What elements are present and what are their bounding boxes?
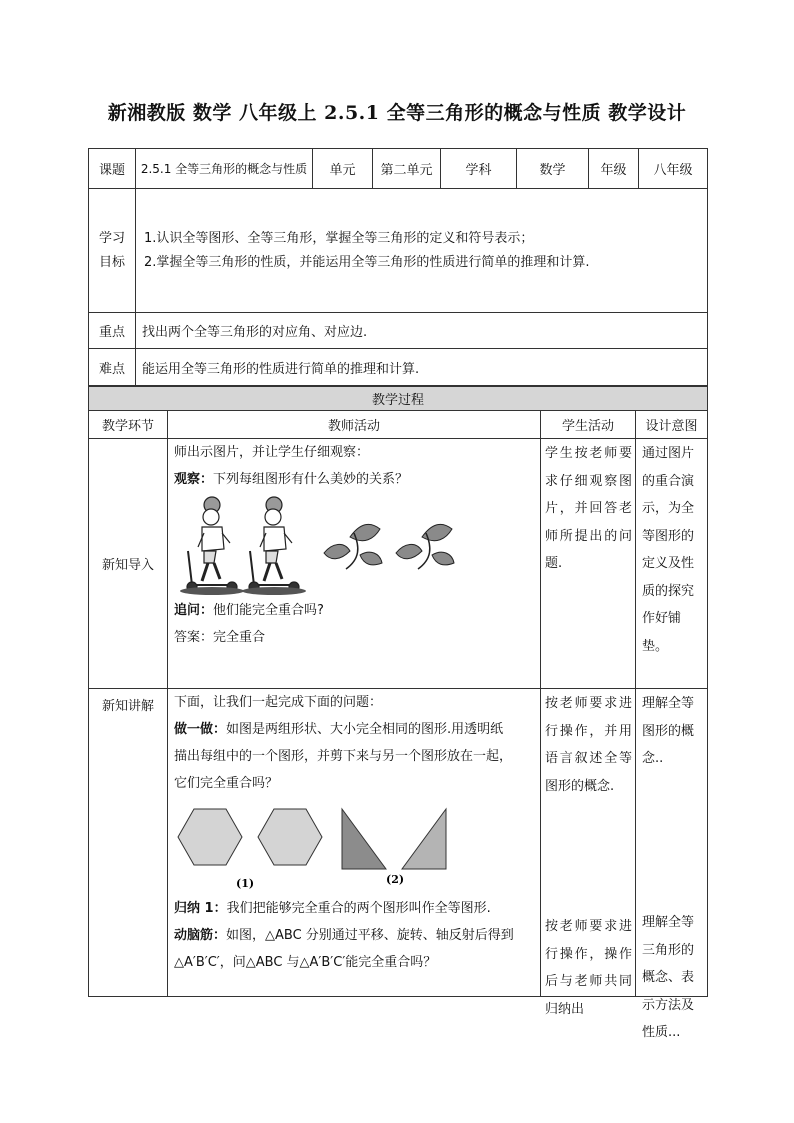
do-text-3: 它们完全重合吗？ <box>174 776 279 791</box>
lecture-do <box>174 716 534 743</box>
observe-text: 下列每组图形有什么美妙的关系？ <box>213 472 409 487</box>
observe-keyword: 观察： <box>174 472 214 487</box>
difficulty-row <box>89 349 708 386</box>
objective-line-2: 2.掌握全等三角形的性质，并能运用全等三角形的性质进行简单的推理和计算. <box>144 254 590 270</box>
hexagon-shape-1 <box>178 809 242 865</box>
document-title: 新湘教版 数学 八年级上 2.5.1 全等三角形的概念与性质 教学设计 <box>107 102 687 124</box>
col-student: 学生活动 <box>541 411 636 439</box>
topic-value: 2.5.1 全等三角形的概念与性质 <box>136 149 313 189</box>
do-keyword: 做一做： <box>174 722 227 737</box>
do-text-2: 描出每组中的一个图形，并剪下来与另一个图形放在一起， <box>174 749 513 764</box>
scooter-kid-image-2 <box>242 497 306 595</box>
intro-design: 通过图片的重合演示，为全等图形的定义及性质的探究作好铺垫。 <box>636 439 708 689</box>
key-point-text: 找出两个全等三角形的对应角、对应边. <box>136 313 708 349</box>
objectives-row <box>89 189 708 313</box>
grade-label: 年级 <box>589 149 639 189</box>
triangle-shape-1 <box>342 809 386 869</box>
lecture-design-2: 理解全等三角形的概念、表示方法及性质... <box>642 915 695 1040</box>
intro-observe <box>174 466 534 493</box>
hexagon-shape-2 <box>258 809 322 865</box>
grade-value: 八年级 <box>639 149 708 189</box>
leaf-image-1 <box>324 524 382 569</box>
header-row <box>89 149 708 189</box>
lecture-student-2: 按老师要求进行操作，操作后与老师共同归纳出 <box>545 919 632 1017</box>
intro-stage: 新知导入 <box>89 439 168 689</box>
process-banner: 教学过程 <box>89 387 708 411</box>
key-point-row <box>89 313 708 349</box>
objective-line-1: 1.认识全等图形、全等三角形，掌握全等三角形的定义和符号表示； <box>144 230 534 246</box>
col-stage: 教学环节 <box>89 411 168 439</box>
brain-text-2: △A′B′C′，问△ABC 与△A′B′C′能完全重合吗？ <box>174 955 437 970</box>
leaf-image-2 <box>396 524 454 569</box>
subject-value: 数学 <box>517 149 589 189</box>
unit-label: 单元 <box>313 149 373 189</box>
process-header-row <box>89 411 708 439</box>
col-teacher: 教师活动 <box>168 411 541 439</box>
lecture-row <box>89 689 708 997</box>
scooter-kid-image-1 <box>180 497 244 595</box>
lecture-brain <box>174 922 534 949</box>
unit-value: 第二单元 <box>373 149 441 189</box>
lecture-summary <box>174 895 534 922</box>
triangle-shape-2 <box>402 809 446 869</box>
difficulty-label: 难点 <box>89 349 136 386</box>
brain-text-1: 如图，△ABC 分别通过平移、旋转、轴反射后得到 <box>226 928 514 943</box>
teaching-process-table <box>88 386 708 1040</box>
intro-ask <box>174 597 534 624</box>
subject-label: 学科 <box>441 149 517 189</box>
lecture-line-1: 下面，让我们一起完成下面的问题： <box>174 695 383 710</box>
brain-keyword: 动脑筋： <box>174 928 227 943</box>
objectives-label-1: 学习 <box>98 230 125 246</box>
intro-figure <box>174 493 534 597</box>
lecture-student-1: 按老师要求进行操作，并用语言叙述全等图形的概念. <box>545 696 632 794</box>
summary-keyword: 归纳 1： <box>174 901 227 916</box>
key-point-label: 重点 <box>89 313 136 349</box>
lecture-design-1: 理解全等图形的概念.. <box>642 696 695 766</box>
ask-text: 他们能完全重合吗? <box>213 603 324 618</box>
intro-row <box>89 439 708 689</box>
difficulty-text: 能运用全等三角形的性质进行简单的推理和计算. <box>136 349 708 386</box>
intro-line-1: 师出示图片，并让学生仔细观察： <box>174 445 370 460</box>
intro-answer: 答案：完全重合 <box>174 630 266 645</box>
ask-keyword: 追问： <box>174 603 214 618</box>
lesson-info-table <box>88 148 708 386</box>
objectives-label-2: 目标 <box>98 254 125 270</box>
summary-text: 我们把能够完全重合的两个图形叫作全等图形. <box>226 901 491 916</box>
shapes-figure <box>174 797 534 895</box>
do-text-1: 如图是两组形状、大小完全相同的图形.用透明纸 <box>226 722 504 737</box>
topic-label: 课题 <box>89 149 136 189</box>
fig-label-1: (1) <box>236 877 255 890</box>
col-design: 设计意图 <box>636 411 708 439</box>
lecture-stage: 新知讲解 <box>89 689 168 997</box>
intro-student: 学生按老师要求仔细观察图片，并回答老师所提出的问题. <box>541 439 636 689</box>
fig-label-2: (2) <box>386 873 405 886</box>
